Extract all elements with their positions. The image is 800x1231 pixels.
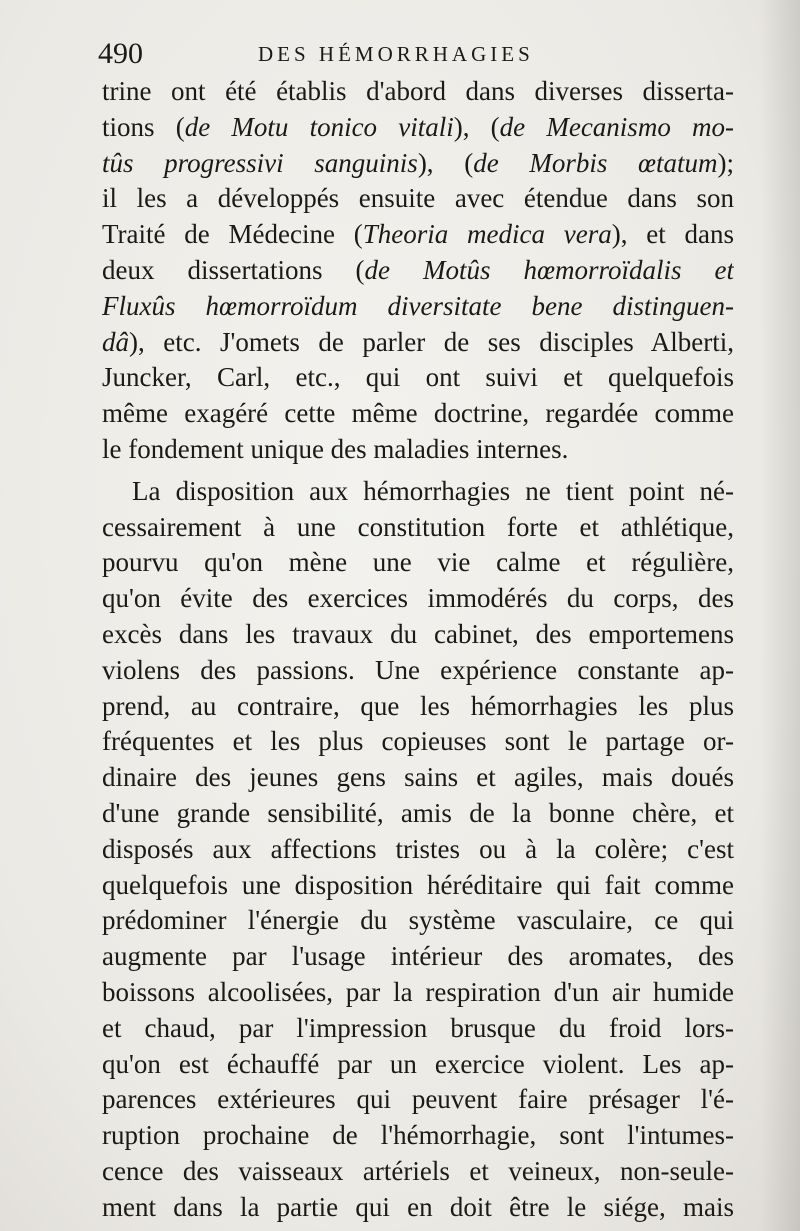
page-number: 490 [98, 37, 143, 70]
text-segment: même exagéré cette même doctrine, regardée comme [102, 398, 734, 429]
text-segment: prédominer l'énergie du système vasculaire, ce qui [102, 905, 734, 936]
text-segment: Juncker, Carl, etc., qui ont suivi et quelquefois [102, 362, 734, 393]
text-line [102, 832, 734, 868]
italic-latin-title: de Motu tonico vitali [184, 111, 454, 142]
text-line [102, 360, 734, 396]
text-line [102, 617, 734, 653]
italic-latin-title: dâ [102, 326, 129, 357]
text-line [102, 110, 734, 146]
text-line [102, 796, 734, 832]
body-text [102, 74, 734, 1226]
text-segment: qu'on évite des exercices immodérés du corps, des [102, 583, 734, 614]
text-segment: prend, au contraire, que les hémorrhagies les plus [102, 690, 734, 721]
text-segment: tions ( [102, 111, 185, 142]
text-segment: excès dans les travaux du cabinet, des emportemens [102, 618, 734, 649]
text-line [102, 1011, 734, 1047]
text-line [102, 325, 734, 361]
text-segment: violens des passions. Une expérience constante ap- [102, 654, 734, 685]
text-segment: disposés aux affections tristes ou à la colère; c'est [102, 833, 734, 864]
text-segment: trine ont été établis d'abord dans diverses disserta- [102, 76, 734, 106]
text-segment: ), etc. J'omets de parler de ses disciples Alberti, [129, 326, 734, 357]
text-segment: et chaud, par l'impression brusque du froid lors- [102, 1012, 734, 1043]
text-segment: ), ( [417, 147, 474, 178]
text-segment: cessairement à une constitution forte et athlétique, [102, 511, 734, 542]
text-line [102, 724, 734, 760]
italic-latin-title: tûs progressivi sanguinis [102, 147, 418, 178]
text-line [102, 1082, 734, 1118]
text-line [102, 1190, 734, 1226]
text-line [102, 975, 734, 1011]
text-line [102, 181, 734, 217]
text-segment: ment dans la partie qui en doit être le siége, mais [102, 1191, 734, 1222]
text-line [102, 217, 734, 253]
text-segment: augmente par l'usage intérieur des aromates, des [102, 941, 734, 972]
text-segment: qu'on est échauffé par un exercice violent. Les ap- [102, 1048, 734, 1079]
text-line [102, 146, 734, 182]
italic-latin-title: de Morbis œtatum [473, 147, 718, 178]
text-line [102, 903, 734, 939]
text-line [102, 74, 734, 110]
text-line [102, 653, 734, 689]
text-line [102, 1047, 734, 1083]
italic-latin-title: Fluxûs hœmorroïdum diversitate bene distinguen- [102, 290, 734, 321]
text-line [102, 289, 734, 325]
text-line [102, 545, 734, 581]
text-segment: deux dissertations ( [102, 254, 365, 285]
text-segment: cence des vaisseaux artériels et veineux, non-seule- [102, 1155, 734, 1186]
italic-latin-title: de Motûs hœmorroïdalis et [364, 254, 734, 285]
paragraph-2 [102, 474, 734, 1226]
text-line [102, 1118, 734, 1154]
text-segment: pourvu qu'on mène une vie calme et régulière, [102, 547, 734, 578]
running-title: DES HÉMORRHAGIES [258, 42, 534, 66]
text-segment: fréquentes et les plus copieuses sont le partage or- [102, 726, 734, 757]
text-line [102, 581, 734, 617]
text-segment: ), et dans [611, 219, 734, 250]
text-segment: La disposition aux hémorrhagies ne tient point né- [132, 475, 734, 506]
text-line [102, 510, 734, 546]
text-segment: ); [717, 147, 734, 178]
text-line [102, 432, 734, 468]
text-segment: dinaire des jeunes gens sains et agiles, mais doués [102, 762, 734, 793]
text-segment: Traité de Médecine ( [102, 219, 363, 250]
paragraph-1 [102, 74, 734, 468]
text-line [102, 939, 734, 975]
text-segment: boissons alcoolisées, par la respiration d'un air humide [102, 976, 734, 1007]
text-segment: ), ( [453, 111, 500, 142]
page-edge-shadow [760, 0, 800, 1231]
text-segment: quelquefois une disposition héréditaire qui fait comme [102, 869, 734, 900]
italic-latin-title: de Mecanismo mo- [499, 111, 734, 142]
page-header [98, 36, 738, 72]
text-line [102, 760, 734, 796]
text-segment: il les a développés ensuite avec étendue dans son [102, 183, 734, 214]
text-line [102, 1154, 734, 1190]
text-line [102, 474, 734, 510]
text-line [102, 253, 734, 289]
text-segment: le fondement unique des maladies internes. [102, 433, 569, 464]
text-segment: ruption prochaine de l'hémorrhagie, sont l'intumes- [102, 1120, 734, 1151]
text-line [102, 396, 734, 432]
text-line [102, 689, 734, 725]
italic-latin-title: Theoria medica vera [362, 219, 612, 250]
text-segment: parences extérieures qui peuvent faire présager l'é- [102, 1084, 734, 1115]
text-segment: d'une grande sensibilité, amis de la bonne chère, et [102, 797, 734, 828]
text-line [102, 868, 734, 904]
